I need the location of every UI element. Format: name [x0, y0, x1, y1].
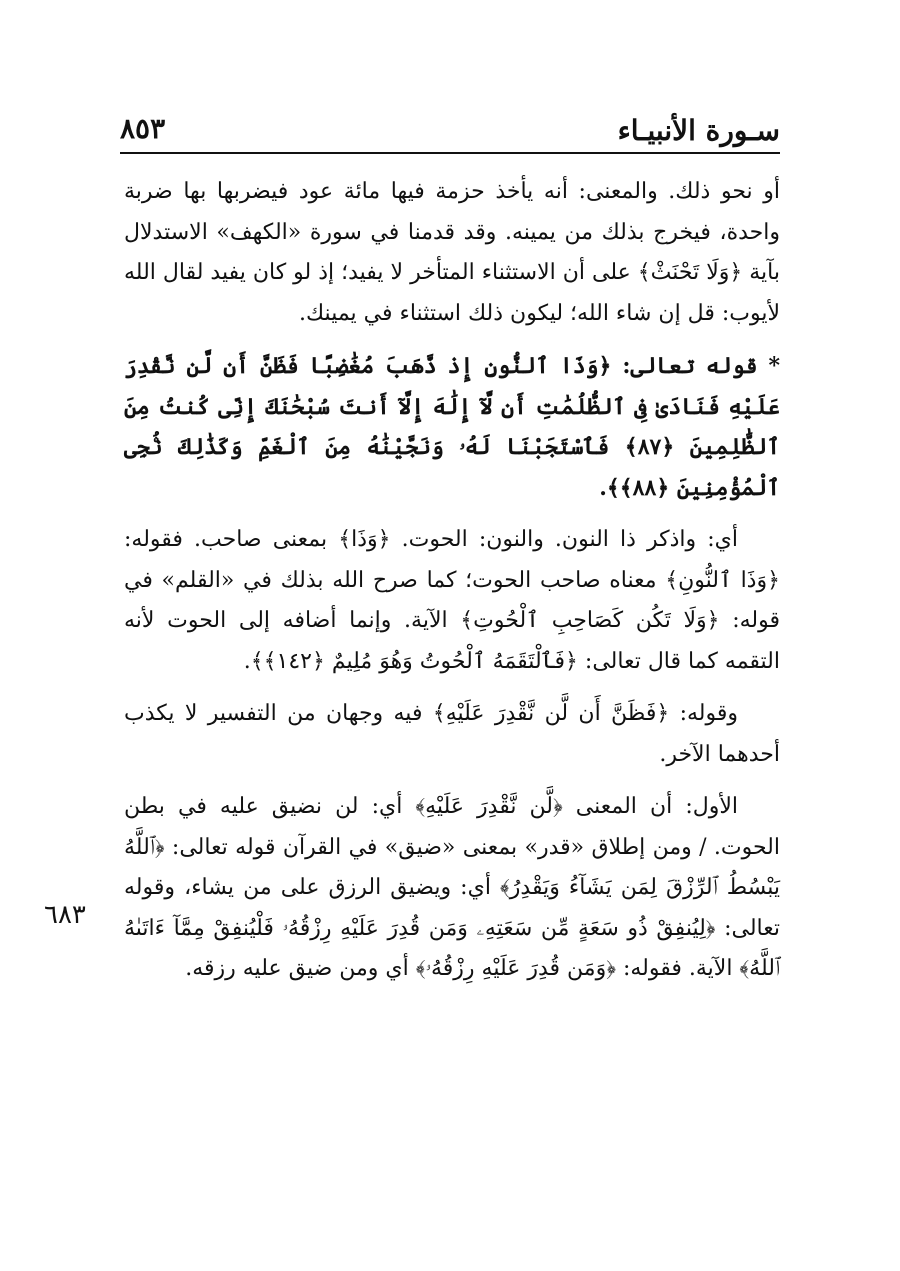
- surah-title: سـورة الأنبيـاء: [617, 114, 780, 147]
- paragraph-first-interpretation: الأول: أن المعنى ﴿لَّن نَّقْدِرَ عَلَيْهِ﴾ أي: لن نضيق عليه في بطن الحوت. / ومن إطلاق «قدر» بمعنى «ضيق» في القرآن قوله تعالى: ﴿ٱللَّهُ يَبْسُطُ ٱلرِّزْقَ لِمَن يَشَآءُ وَيَقْدِرُ﴾ أي: ويضيق الرزق على من يشاء، وقوله تعالى: ﴿لِيُنفِقْ ذُو سَعَةٍ مِّن سَعَتِهِۦ وَمَن قُدِرَ عَلَيْهِ رِزْقُهُۥ فَلْيُنفِقْ مِمَّآ ءَاتَىٰهُ ٱللَّهُ﴾ الآية. فقوله: ﴿وَمَن قُدِرَ عَلَيْهِ رِزْقُهُۥ﴾ أي ومن ضيق عليه رزقه.: [124, 794, 780, 981]
- paragraph-dhan-nun: أي: واذكر ذا النون. والنون: الحوت. ﴿وَذَا﴾ بمعنى صاحب. فقوله: ﴿وَذَا ٱلنُّونِ﴾ معناه صاحب الحوت؛ كما صرح الله بذلك في «القلم» في قوله: ﴿وَلَا تَكُن كَصَاحِبِ ٱلْحُوتِ﴾ الآية. وإنما أضافه إلى الحوت لأنه التقمه كما قال تعالى: ﴿فَٱلْتَقَمَهُ ٱلْحُوتُ وَهُوَ مُلِيمٌ ﴿١٤٢﴾﴾.: [124, 527, 780, 674]
- paragraph-kahf-reference: أو نحو ذلك. والمعنى: أنه يأخذ حزمة فيها مائة عود فيضربها بها ضربة واحدة، فيخرج بذلك من يمينه. وقد قدمنا في سورة «الكهف» الاستدلال بآية ﴿وَلَا تَحْنَثْ﴾ على أن الاستثناء المتأخر لا يفيد؛ إذ لو كان يفيد لقال الله لأيوب: قل إن شاء الله؛ ليكون ذلك استثناء في يمينك.: [124, 179, 780, 326]
- paragraph-verse-87-88: * قوله تعالى: ﴿وَذَا ٱلنُّونِ إِذ ذَّهَبَ مُغَٰضِبًا فَظَنَّ أَن لَّن نَّقْدِرَ عَلَيْهِ فَنَادَىٰ فِى ٱلظُّلُمَٰتِ أَن لَّآ إِلَٰهَ إِلَّآ أَنتَ سُبْحَٰنَكَ إِنِّى كُنتُ مِنَ ٱلظَّٰلِمِينَ ﴿٨٧﴾ فَٱسْتَجَبْنَا لَهُۥ وَنَجَّيْنَٰهُ مِنَ ٱلْغَمِّ وَكَذَٰلِكَ نُۨجِى ٱلْمُؤْمِنِينَ ﴿٨٨﴾﴾.: [124, 353, 780, 501]
- page-body: [124, 172, 780, 990]
- margin-page-number: ٦٨٣: [44, 900, 86, 930]
- paragraph-two-interpretations: وقوله: ﴿فَظَنَّ أَن لَّن نَّقْدِرَ عَلَيْهِ﴾ فيه وجهان من التفسير لا يكذب أحدهما الآخر.: [124, 701, 780, 767]
- page-number: ٨٥٣: [120, 112, 166, 145]
- page-header: [120, 110, 780, 154]
